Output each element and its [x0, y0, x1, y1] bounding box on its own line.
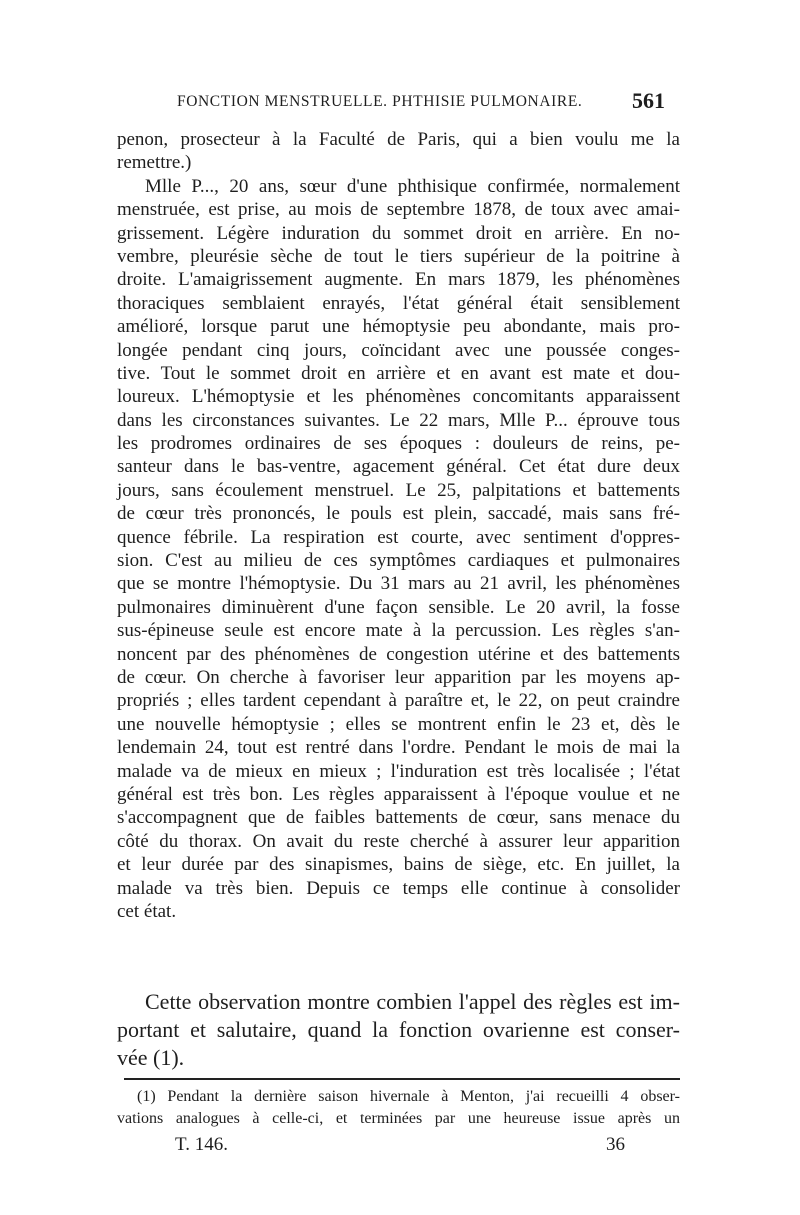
text-line: lendemain 24, tout est rentré dans l'ordre. Pendant le mois de mai la [117, 737, 680, 759]
text-line: dans les circonstances suivantes. Le 22 mars, Mlle P... éprouve tous [117, 409, 680, 431]
text-line: quence fébrile. La respiration est courte, avec sentiment d'oppres- [117, 526, 680, 548]
footnote-line: vations analogues à celle-ci, et terminées par une heureuse issue après un [117, 1110, 680, 1127]
text-line: et leur durée par des sinapismes, bains de siège, etc. En juillet, la [117, 854, 680, 876]
text-line: une nouvelle hémoptysie ; elles se montrent enfin le 23 et, dès le [117, 713, 680, 735]
text-line: amélioré, lorsque parut une hémoptysie peu abondante, mais pro- [117, 316, 680, 338]
text-line: cet état. [117, 900, 177, 922]
text-line: que se montre l'hémoptysie. Du 31 mars au 21 avril, les phénomènes [117, 573, 680, 595]
text-line: remettre.) [117, 152, 192, 174]
printer-signature: T. 146. [175, 1134, 228, 1155]
text-line: sion. C'est au milieu de ces symptômes cardiaques et pulmonaires [117, 550, 680, 572]
running-title: FONCTION MENSTRUELLE. PHTHISIE PULMONAIRE. [177, 93, 583, 110]
text-line: s'accompagnent que de faibles battements de cœur, sans menace du [117, 807, 680, 829]
page-number: 561 [632, 88, 665, 113]
text-line: longée pendant cinq jours, coïncidant avec une poussée conges- [117, 339, 680, 361]
text-line: vembre, pleurésie sèche de tout le tiers supérieur de la poitrine à [117, 245, 680, 267]
text-line: thoraciques semblaient enrayés, l'état général était sensiblement [117, 292, 680, 314]
text-line: tive. Tout le sommet droit en arrière et en avant est mate et dou- [117, 362, 680, 384]
text-line: les prodromes ordinaires de ses époques : douleurs de reins, pe- [117, 433, 680, 455]
text-line: pulmonaires diminuèrent d'une façon sensible. Le 20 avril, la fosse [117, 596, 680, 618]
footnote-line: (1) Pendant la dernière saison hivernale à Menton, j'ai recueilli 4 obser- [137, 1088, 680, 1105]
text-line: malade va de mieux en mieux ; l'induration est très localisée ; l'état [117, 760, 680, 782]
text-line: penon, prosecteur à la Faculté de Paris, qui a bien voulu me la [117, 129, 680, 150]
text-line: côté du thorax. On avait du reste cherché à assurer leur apparition [117, 830, 680, 852]
text-line: Mlle P..., 20 ans, sœur d'une phthisique confirmée, normalement [145, 175, 680, 197]
text-line: jours, sans écoulement menstruel. Le 25, palpitations et battements [117, 479, 680, 501]
text-line: noncent par des phénomènes de congestion utérine et des battements [117, 643, 680, 665]
text-line: de cœur très prononcés, le pouls est plein, saccadé, mais sans fré- [117, 503, 680, 525]
text-line: loureux. L'hémoptysie et les phénomènes concomitants apparaissent [117, 386, 680, 408]
footnote [117, 1086, 680, 1130]
conclusion-paragraph [117, 988, 680, 1072]
text-line: santeur dans le bas-ventre, agacement général. Cet état dure deux [117, 456, 680, 478]
conclusion-line: portant et salutaire, quand la fonction ovarienne est conser- [117, 1017, 680, 1042]
footnote-divider [124, 1078, 680, 1080]
body-text [117, 128, 680, 923]
conclusion-line: vée (1). [117, 1045, 185, 1070]
text-line: de cœur. On cherche à favoriser leur apparition par les moyens ap- [117, 666, 680, 688]
text-line: propriés ; elles tardent cependant à paraître et, le 22, on peut craindre [117, 690, 680, 712]
text-line: grissement. Légère induration du sommet droit en arrière. En no- [117, 222, 680, 244]
signature-number: 36 [606, 1134, 625, 1155]
text-line: sus-épineuse seule est encore mate à la percussion. Les règles s'an- [117, 620, 680, 642]
text-line: droite. L'amaigrissement augmente. En mars 1879, les phénomènes [117, 269, 680, 291]
text-line: malade va très bien. Depuis ce temps elle continue à consolider [117, 877, 680, 899]
text-line: menstruée, est prise, au mois de septembre 1878, de toux avec amai- [117, 199, 680, 221]
conclusion-line: Cette observation montre combien l'appel des règles est im- [145, 989, 680, 1014]
text-line: général est très bon. Les règles apparaissent à l'époque voulue et ne [117, 783, 680, 805]
